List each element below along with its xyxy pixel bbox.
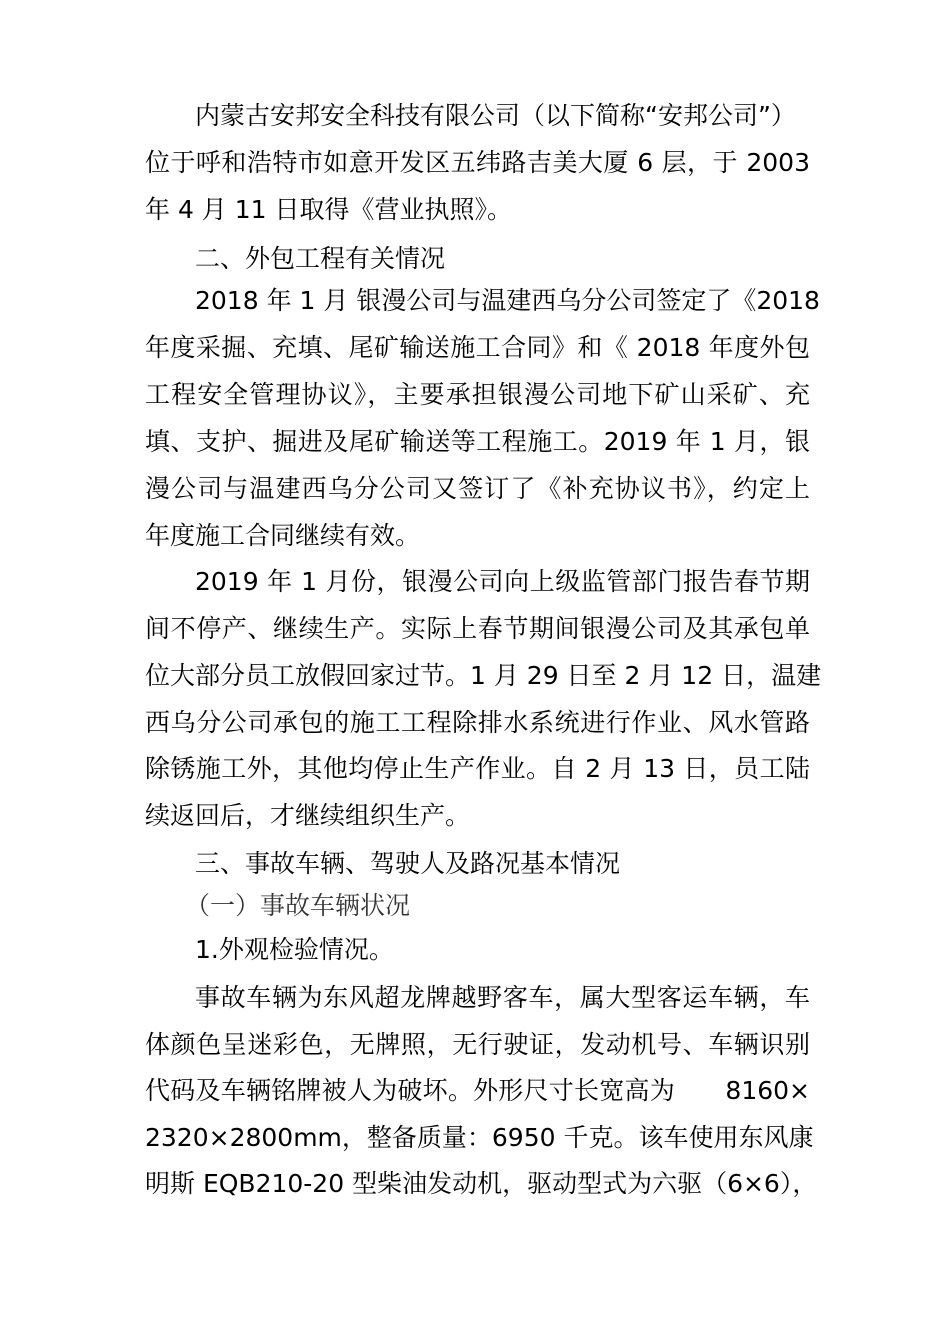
- paragraph-line: 间不停产、继续生产。实际上春节期间银漫公司及其承包单: [145, 614, 810, 643]
- paragraph-line: 工程安全管理协议》，主要承担银漫公司地下矿山采矿、充: [145, 380, 810, 409]
- paragraph-line: 内蒙古安邦安全科技有限公司（以下简称“安邦公司”）: [195, 101, 796, 130]
- paragraph-line: 明斯 EQB210-20 型柴油发动机，驱动型式为六驱（6×6），: [145, 1169, 818, 1198]
- paragraph-line: 续返回后，才继续组织生产。: [145, 801, 471, 830]
- paragraph-line: 代码及车辆铭牌被人为破坏。外形尺寸长宽高为 8160×: [145, 1076, 810, 1105]
- paragraph-line: 位于呼和浩特市如意开发区五纬路吉美大厦 6 层，于 2003: [145, 148, 810, 177]
- item-heading: 1.外观检验情况。: [195, 935, 394, 964]
- paragraph-line: 事故车辆为东风超龙牌越野客车，属大型客运车辆，车: [195, 983, 810, 1012]
- paragraph-line: 年 4 月 11 日取得《营业执照》。: [145, 195, 513, 224]
- paragraph-line: 2019 年 1 月份，银漫公司向上级监管部门报告春节期: [195, 567, 810, 596]
- section-heading: 三、事故车辆、驾驶人及路况基本情况: [195, 849, 621, 878]
- paragraph-line: 2018 年 1 月 银漫公司与温建西乌分公司签定了《2018: [195, 286, 820, 315]
- paragraph-line: 西乌分公司承包的施工工程除排水系统进行作业、风水管路: [145, 708, 810, 737]
- paragraph-line: 年度采掘、充填、尾矿输送施工合同》和《 2018 年度外包: [145, 333, 810, 362]
- paragraph-line: 除锈施工外，其他均停止生产作业。自 2 月 13 日，员工陆: [145, 754, 810, 783]
- paragraph-line: 漫公司与温建西乌分公司又签订了《补充协议书》，约定上: [145, 474, 810, 503]
- section-heading: 二、外包工程有关情况: [195, 244, 446, 273]
- paragraph-line: 填、支护、掘进及尾矿输送等工程施工。2019 年 1 月，银: [145, 427, 810, 456]
- subsection-heading: （一）事故车辆状况: [185, 891, 411, 920]
- paragraph-line: 年度施工合同继续有效。: [145, 521, 421, 550]
- paragraph-line: 体颜色呈迷彩色，无牌照，无行驶证，发动机号、车辆识别: [145, 1030, 810, 1059]
- paragraph-line: 位大部分员工放假回家过节。1 月 29 日至 2 月 12 日，温建: [145, 661, 822, 690]
- paragraph-line: 2320×2800mm，整备质量：6950 千克。该车使用东风康: [145, 1123, 814, 1152]
